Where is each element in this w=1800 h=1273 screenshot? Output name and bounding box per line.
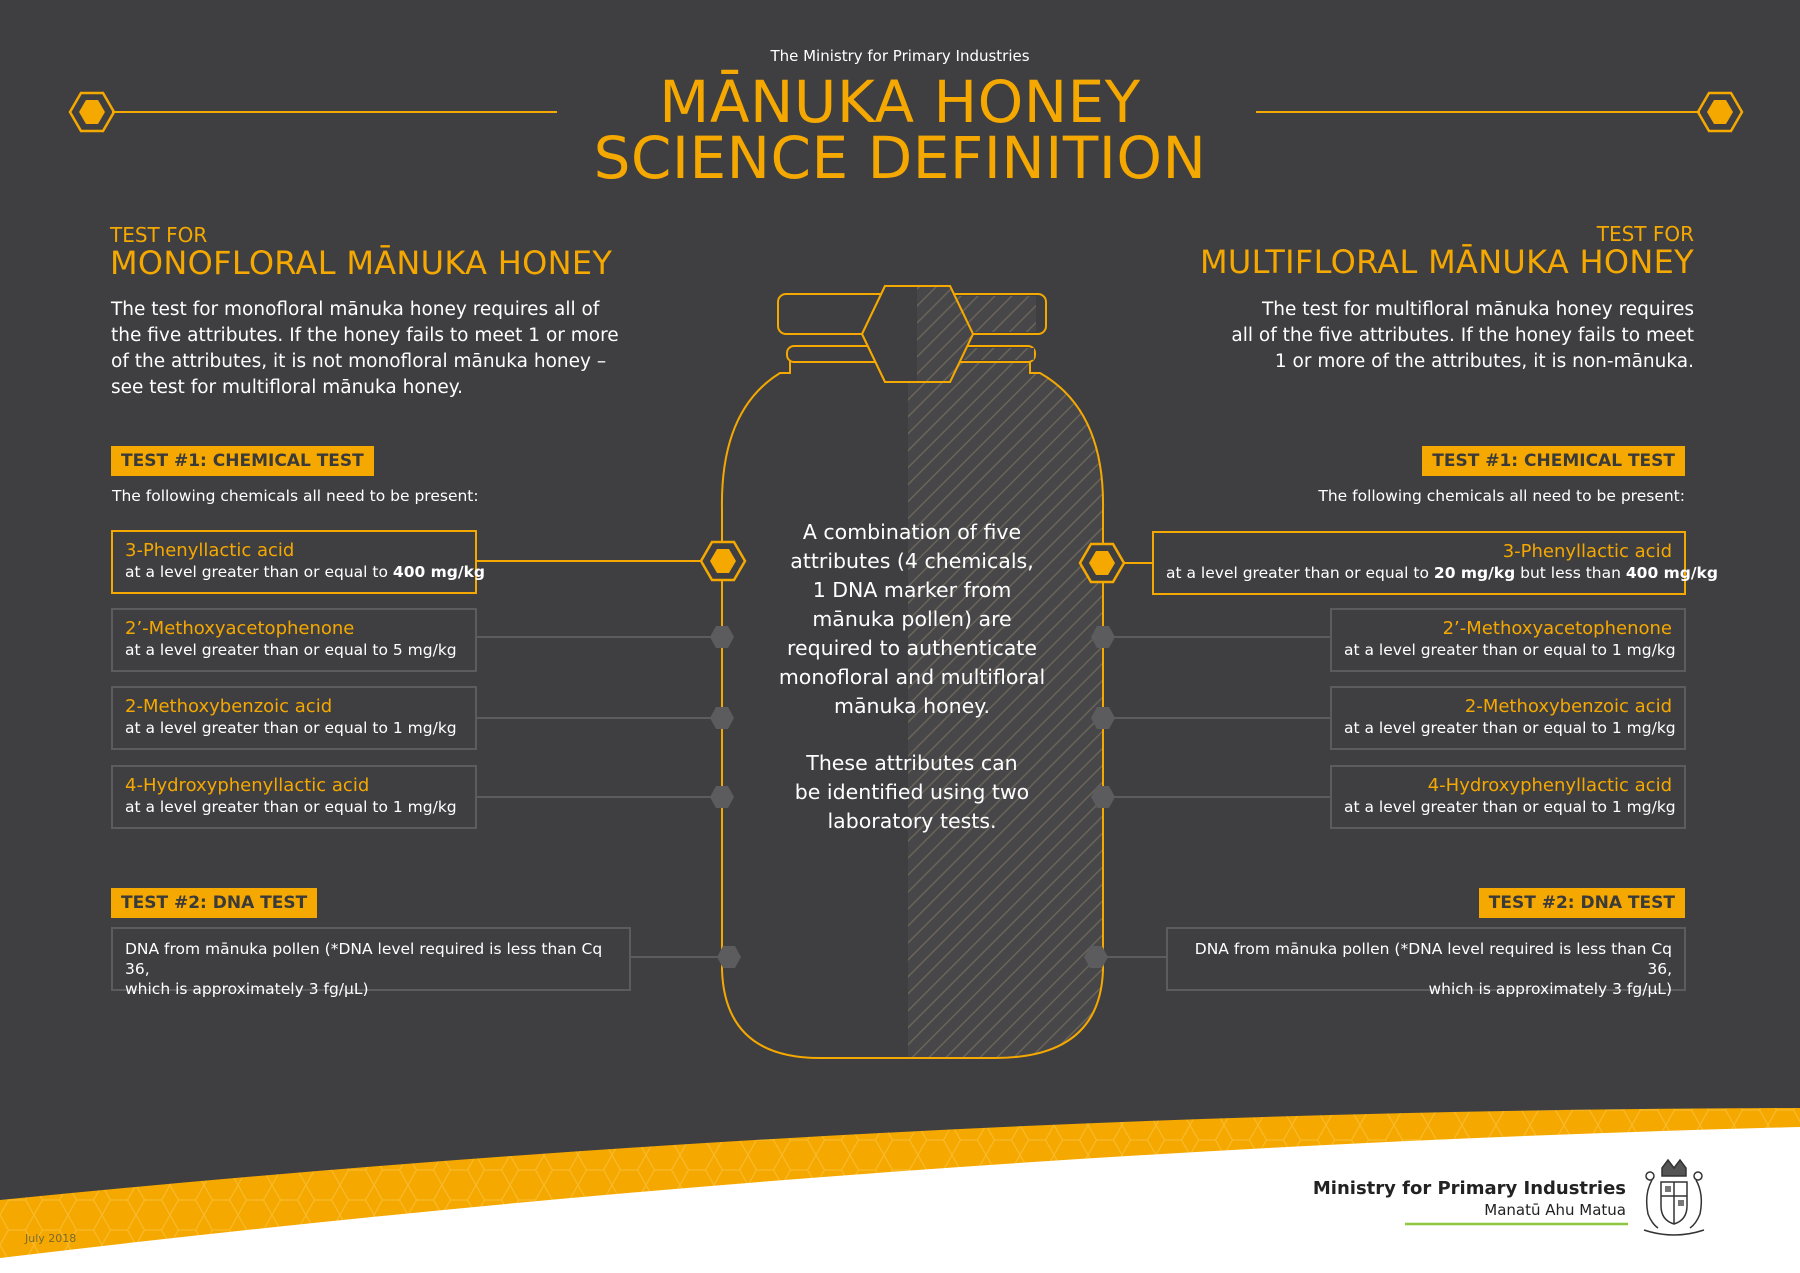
- title-line-1: MĀNUKA HONEY: [659, 68, 1141, 136]
- hexagon-icon: [1080, 544, 1124, 582]
- chemical-name: 2’-Methoxyacetophenone: [125, 618, 355, 639]
- chemical-level: at a level greater than or equal to 400 mg/kg: [125, 563, 485, 581]
- chemical-name: 4-Hydroxyphenyllactic acid: [125, 775, 370, 796]
- center-line: mānuka honey.: [834, 694, 990, 718]
- multi-chemical-box: [1330, 686, 1686, 750]
- center-description: [752, 518, 1072, 836]
- multi-dna-badge: TEST #2: DNA TEST: [1479, 888, 1685, 918]
- mono-intro-line: the five attributes. If the honey fails to meet 1 or more: [111, 325, 619, 346]
- mono-chemical-box: [111, 765, 477, 829]
- chemical-name: 3-Phenyllactic acid: [125, 540, 295, 561]
- multi-chemical-box: [1330, 608, 1686, 672]
- mono-heading: MONOFLORAL MĀNUKA HONEY: [110, 244, 613, 282]
- hexagon-icon: [710, 626, 734, 648]
- center-line: These attributes can: [806, 751, 1018, 775]
- center-line: required to authenticate: [787, 636, 1037, 660]
- multi-intro: [1174, 297, 1694, 375]
- mono-dna-box: [111, 927, 631, 998]
- center-line: 1 DNA marker from: [812, 578, 1012, 602]
- multi-intro-line: all of the five attributes. If the honey fails to meet: [1231, 325, 1694, 346]
- chemical-level: at a level greater than or equal to 1 mg/kg: [125, 798, 457, 816]
- center-line: monofloral and multifloral: [778, 665, 1046, 689]
- mono-chemical-box: [111, 686, 477, 750]
- title-line-2: SCIENCE DEFINITION: [593, 124, 1207, 192]
- multi-chemical-intro: The following chemicals all need to be present:: [1318, 487, 1685, 505]
- multi-chemical-box: [1330, 765, 1686, 829]
- multi-test-for: TEST FOR: [1596, 222, 1694, 246]
- hexagon-icon: [717, 946, 741, 968]
- tagline: The Ministry for Primary Industries: [770, 47, 1030, 65]
- center-line: be identified using two: [794, 780, 1030, 804]
- center-line: mānuka pollen) are: [812, 607, 1012, 631]
- mono-chemical-intro: The following chemicals all need to be present:: [112, 487, 479, 505]
- multi-chemical-badge: TEST #1: CHEMICAL TEST: [1422, 446, 1685, 476]
- footer-date: July 2018: [25, 1232, 77, 1245]
- mono-dna-badge: TEST #2: DNA TEST: [111, 888, 317, 918]
- chemical-name: 3-Phenyllactic acid: [1502, 541, 1672, 562]
- center-line: A combination of five: [802, 520, 1022, 544]
- chemical-name: 4-Hydroxyphenyllactic acid: [1427, 775, 1672, 796]
- chemical-level: at a level greater than or equal to 1 mg/kg: [1344, 641, 1676, 659]
- multi-intro-line: The test for multifloral mānuka honey requires: [1261, 299, 1694, 320]
- multi-heading: MULTIFLORAL MĀNUKA HONEY: [1199, 243, 1694, 281]
- mono-intro-line: The test for monofloral mānuka honey requires all of: [111, 299, 600, 320]
- mono-intro-line: of the attributes, it is not monofloral mānuka honey –: [111, 351, 607, 372]
- chemical-level: at a level greater than or equal to 1 mg/kg: [1344, 798, 1676, 816]
- dna-text: DNA from mānuka pollen (*DNA level required is less than Cq 36,: [125, 940, 603, 978]
- mono-intro: [111, 297, 631, 401]
- chemical-name: 2-Methoxybenzoic acid: [1464, 696, 1672, 717]
- dna-text: which is approximately 3 fg/μL): [125, 980, 369, 998]
- mono-chemical-box: [111, 608, 477, 672]
- chemical-level: at a level greater than or equal to 1 mg/kg: [125, 719, 457, 737]
- mono-intro-line: see test for multifloral mānuka honey.: [111, 377, 463, 398]
- right-connectors: [1080, 544, 1332, 968]
- hexagon-icon: [710, 786, 734, 808]
- chemical-level: at a level greater than or equal to 1 mg/kg: [1344, 719, 1676, 737]
- hexagon-icon: [710, 707, 734, 729]
- dna-text: DNA from mānuka pollen (*DNA level required is less than Cq 36,: [1194, 940, 1672, 978]
- org-name: Ministry for Primary Industries: [1312, 1178, 1626, 1199]
- multi-intro-line: 1 or more of the attributes, it is non-mānuka.: [1274, 351, 1694, 372]
- mono-chemical-box: [111, 530, 485, 594]
- chemical-name: 2-Methoxybenzoic acid: [125, 696, 333, 717]
- chemical-level: at a level greater than or equal to 5 mg/kg: [125, 641, 457, 659]
- mono-test-for: TEST FOR: [110, 223, 208, 247]
- center-line: laboratory tests.: [827, 809, 997, 833]
- hexagon-icon: [701, 542, 745, 580]
- mono-chemical-badge: TEST #1: CHEMICAL TEST: [111, 446, 374, 476]
- left-connectors: [476, 542, 745, 968]
- multi-dna-box: [1166, 927, 1686, 998]
- center-line: attributes (4 chemicals,: [790, 549, 1034, 573]
- chemical-level: at a level greater than or equal to 20 mg/kg but less than 400 mg/kg: [1166, 564, 1718, 582]
- dna-text: which is approximately 3 fg/μL): [1428, 980, 1672, 998]
- org-maori-name: Manatū Ahu Matua: [1484, 1201, 1626, 1219]
- chemical-name: 2’-Methoxyacetophenone: [1442, 618, 1672, 639]
- multi-chemical-box: [1152, 531, 1718, 595]
